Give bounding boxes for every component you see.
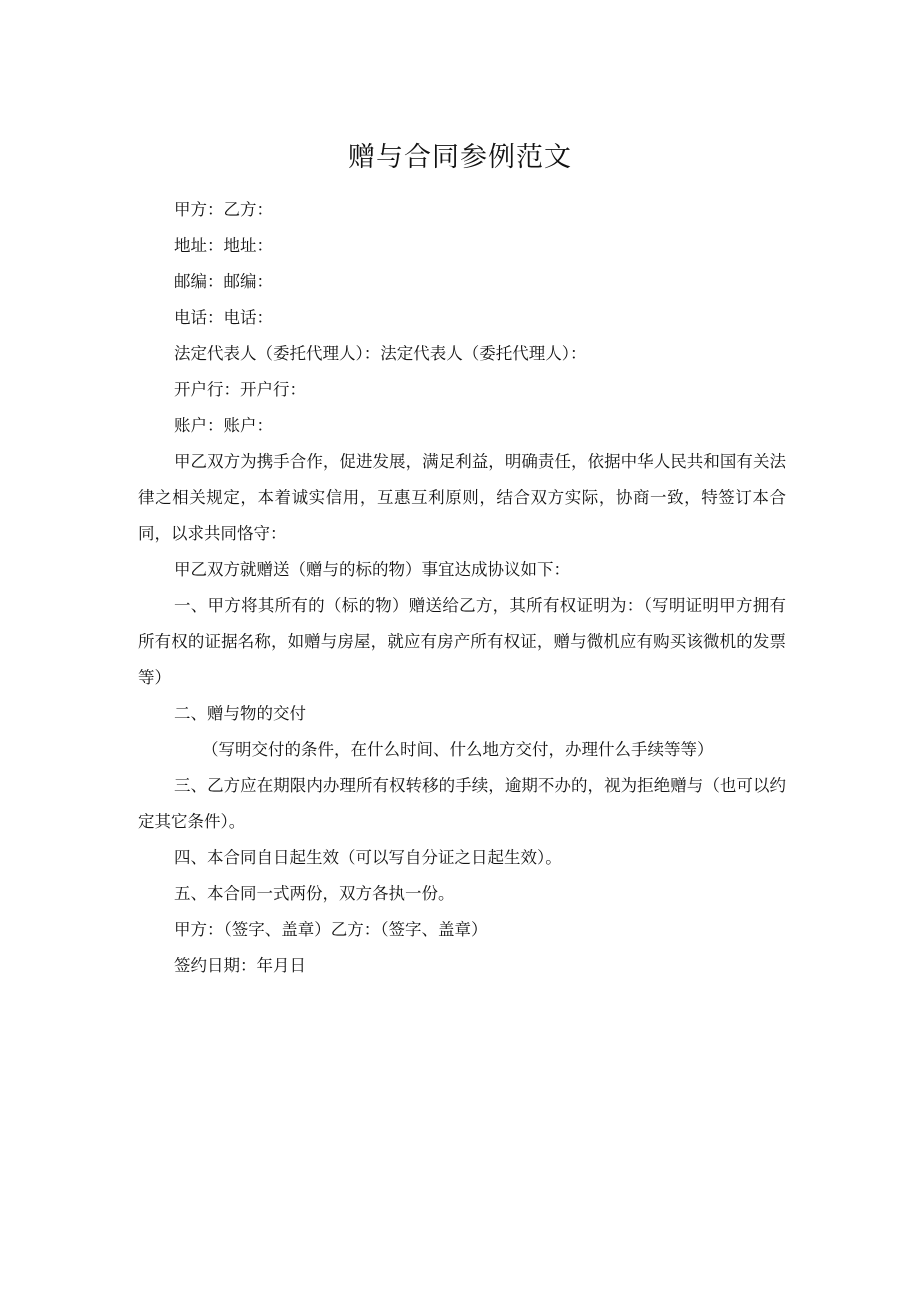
document-title: 赠与合同参例范文 [348,142,572,173]
legal-representative-line: 法定代表人（委托代理人）：法定代表人（委托代理人）： [174,344,587,363]
account-line: 账户：账户： [174,416,273,435]
clause-1: 一、甲方将其所有的（标的物）赠送给乙方，其所有权证明为：（写明证明甲方拥有所有权的证据名称，如赠与房屋，就应有房产所有权证，赠与微机应有购买该微机的发票等） [138,596,786,687]
date-line: 签约日期：年月日 [174,956,306,975]
clause-2-heading: 二、赠与物的交付 [174,704,306,723]
address-line: 地址：地址： [174,236,273,255]
clause-3: 三、乙方应在期限内办理所有权转移的手续，逾期不办的，视为拒绝赠与（也可以约定其它条件）。 [138,776,786,831]
party-line: 甲方：乙方： [174,200,273,219]
signature-line: 甲方：（签字、盖章）乙方：（签字、盖章） [174,920,488,939]
phone-line: 电话：电话： [174,308,273,327]
bank-line: 开户行：开户行： [174,380,306,399]
clause-5: 五、本合同一式两份，双方各执一份。 [174,884,455,903]
document-body [138,192,786,984]
postcode-line: 邮编：邮编： [174,272,273,291]
clause-4: 四、本合同自日起生效（可以写自分证之日起生效）。 [174,848,562,867]
clause-2-detail: （写明交付的条件，在什么时间、什么地方交付，办理什么手续等等） [202,740,714,759]
intro-paragraph: 甲乙双方为携手合作，促进发展，满足利益，明确责任，依据中华人民共和国有关法律之相关规定，本着诚实信用，互惠互利原则，结合双方实际，协商一致，特签订本合同，以求共同恪守： [138,452,786,543]
agreement-line: 甲乙双方就赠送（赠与的标的物）事宜达成协议如下： [174,560,570,579]
